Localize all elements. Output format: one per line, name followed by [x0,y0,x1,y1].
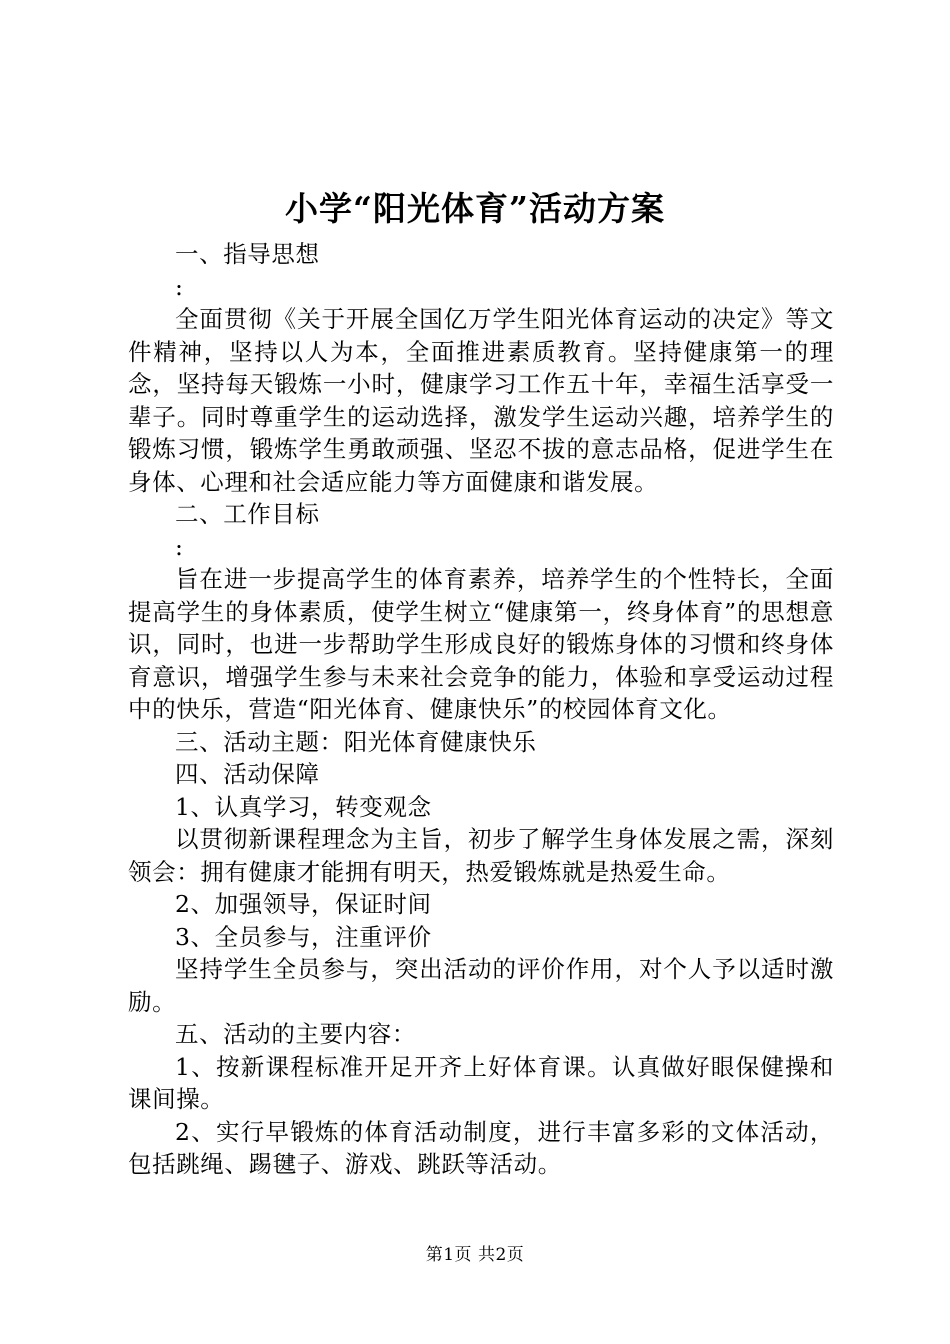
section-heading-activity-theme: 三、活动主题：阳光体育健康快乐 [175,727,537,756]
paragraph-study: 以贯彻新课程理念为主旨，初步了解学生身体发展之需，深刻领会：拥有健康才能拥有明天，热爱锻炼就是热爱生命。 [128,825,834,886]
colon-line: : [175,272,184,301]
paragraph-work-goals: 旨在进一步提高学生的体育素养，培养学生的个性特长，全面提高学生的身体素质，使学生树立“健康第一，终身体育”的思想意识，同时，也进一步帮助学生形成良好的锻炼身体的习惯和终身体育意识，增强学生参与未来社会竞争的能力，体验和享受运动过程中的快乐，营造“阳光体育、健康快乐”的校园体育文化。 [128,565,834,723]
subheading-study: 1、认真学习，转变观念 [175,792,432,821]
page-indicator: 第1页 共2页 [425,1245,525,1265]
document-title: 小学“阳光体育”活动方案 [285,189,665,228]
section-heading-main-content: 五、活动的主要内容： [175,1020,416,1048]
list-item-morning-exercise: 2、实行早锻炼的体育活动制度，进行丰富多彩的文体活动，包括跳绳、踢毽子、游戏、跳跃等活动。 [128,1117,834,1178]
subheading-leadership: 2、加强领导，保证时间 [175,890,432,918]
paragraph-participation: 坚持学生全员参与，突出活动的评价作用，对个人予以适时激励。 [128,955,834,1016]
colon-line: : [175,532,184,561]
document-body [128,238,834,1181]
paragraph-guiding-thought: 全面贯彻《关于开展全国亿万学生阳光体育运动的决定》等文件精神，坚持以人为本，全面推进素质教育。坚持健康第一的理念，坚持每天锻炼一小时，健康学习工作五十年，幸福生活享受一辈子。同时尊重学生的运动选择，激发学生运动兴趣，培养学生的锻炼习惯，锻炼学生勇敢顽强、坚忍不拔的意志品格，促进学生在身体、心理和社会适应能力等方面健康和谐发展。 [128,305,834,496]
section-heading-work-goals: 二、工作目标 [175,500,320,528]
section-heading-guiding-thought: 一、指导思想 [175,240,320,268]
section-heading-activity-guarantee: 四、活动保障 [175,760,320,788]
subheading-participation: 3、全员参与，注重评价 [175,922,432,951]
list-item-pe-class: 1、按新课程标准开足开齐上好体育课。认真做好眼保健操和课间操。 [128,1052,834,1113]
